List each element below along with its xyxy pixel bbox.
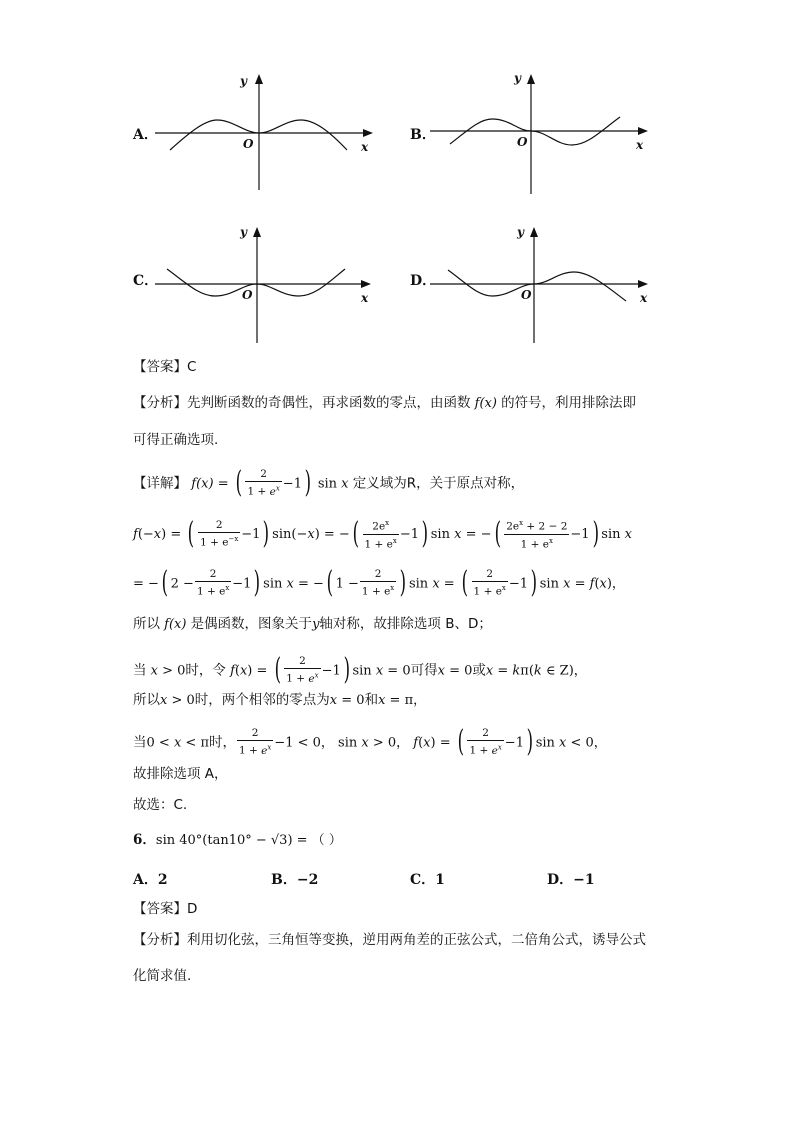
option-b-y-label: y [514,71,521,85]
option-a-label: A． [133,127,158,143]
option-b-label: B． [410,127,436,143]
detail-line7: 当0 < x < π时， $\frac{2}{1 + e^x}$ −1 < 0， sin x > 0， f(x) = ( $\frac{2}{1 + e^x}$ −1) sin x < 0， [133,724,607,760]
detail-text: 时，两个相邻的零点为 [194,692,330,708]
detail-line3: = −( 2 − $\frac{2}{1 + e^x}$ −1) sin x = −( 1 − $\frac{2}{1 + e^x}$ ) sin x = ( $\frac{2}{1 + e^x}$ −1) sin x = f(x)， [133,565,625,601]
detail-text: 当 [133,734,147,751]
analysis-text: 化简求值. [133,968,192,984]
choice-c[interactable]: C．1 [410,872,445,888]
option-d-origin-label: O [521,288,532,302]
answer-tag: 【答案】 [133,901,187,917]
analysis-text: 利用切化弦，三角恒等变换，逆用两角差的正弦公式，二倍角公式，诱导公式 [187,932,646,948]
question-6 [133,830,342,851]
option-b-origin-label: O [517,135,528,149]
analysis-6-line2 [133,966,191,986]
analysis-6-line1 [133,930,646,950]
detail-text: 轴对称，故排除选项 B、D； [319,616,492,632]
answer-5 [133,357,196,377]
answer-tag: 【答案】 [133,359,187,375]
option-c-origin-label: O [242,288,253,302]
y-var: y [312,617,320,632]
answer-value: C [187,359,197,375]
analysis-tag: 【分析】 [133,395,187,411]
option-c-graph [155,225,380,350]
fx-expr: f(x) [470,396,502,411]
detail-line6: 所以x > 0时，两个相邻的零点为x = 0和x = π， [133,692,427,708]
option-b-x-label: x [636,138,644,152]
detail-text: 故排除选项 A， [133,766,228,782]
choice-b[interactable]: B．−2 [271,872,319,888]
option-c-label: C． [133,273,159,289]
choice-d[interactable]: D．−1 [547,872,595,888]
detail-text: 时，令 [185,662,226,679]
detail-text: 所以 [133,616,160,632]
formula: f(−x) = [133,527,186,542]
option-a-x-label: x [361,140,369,154]
question-number: 6． [133,832,156,848]
option-d-graph [430,225,655,350]
option-d-label: D． [410,273,437,289]
formula: f(x) = [191,476,233,492]
detail-text: 故选：C. [133,797,188,813]
detail-text: 时， [208,734,236,751]
question-expr: sin 40°(tan10° − √3) = （ ） [155,833,342,848]
detail-tag: 【详解】 [133,475,187,492]
detail-text: 定义域为R，关于原点对称， [352,475,525,492]
detail-line1: 【详解】 f(x) = ( $\frac{2}{1 + e^x}$ −1) sin x 定义域为R，关于原点对称， [133,465,525,501]
detail-text: 可得 [410,662,438,679]
detail-text: 和 [364,692,379,708]
fraction: $\frac{2}{1 + e^x}$ [247,468,280,498]
analysis-tag: 【分析】 [133,932,187,948]
answer-6 [133,899,197,919]
analysis-5-line2 [133,430,218,450]
detail-line9 [133,795,187,815]
option-d-y-label: y [517,225,524,239]
option-d-x-label: x [640,291,648,305]
detail-text: 当 [133,662,147,679]
option-c-x-label: x [361,291,369,305]
detail-line4: 所以 f(x) 是偶函数，图象关于y轴对称，故排除选项 B、D； [133,616,492,632]
analysis-5-line1 [133,393,636,414]
detail-line8 [133,764,228,784]
choice-a[interactable]: A．2 [133,872,168,888]
option-a-graph [155,72,380,197]
option-c-y-label: y [240,225,247,239]
answer-value: D [187,901,198,917]
detail-text: 所以 [133,692,160,708]
option-a-y-label: y [240,74,247,88]
analysis-text: 先判断函数的奇偶性，再求函数的零点，由函数 [187,395,471,411]
analysis-text: 的符号，利用排除法即 [501,395,637,411]
option-a-origin-label: O [243,137,254,151]
detail-text: 是偶函数，图象关于 [190,616,313,632]
analysis-text: 可得正确选项. [133,432,219,448]
detail-line2: f(−x) = ( $\frac{2}{1 + e^{-x}}$ −1) sin(−x) = −( $\frac{2e^x}{1 + e^x}$ −1) sin x = −( $\frac{2e^x + 2 - 2}{1 + e^x}$ −1) sin x [133,516,632,551]
detail-text: 或 [472,662,486,679]
detail-line5: 当 x > 0时，令 f(x) = ( $\frac{2}{1 + e^x}$ −1) sin x = 0可得x = 0或x = kπ(k ∈ Z)， [133,652,587,688]
option-b-graph [430,72,655,197]
